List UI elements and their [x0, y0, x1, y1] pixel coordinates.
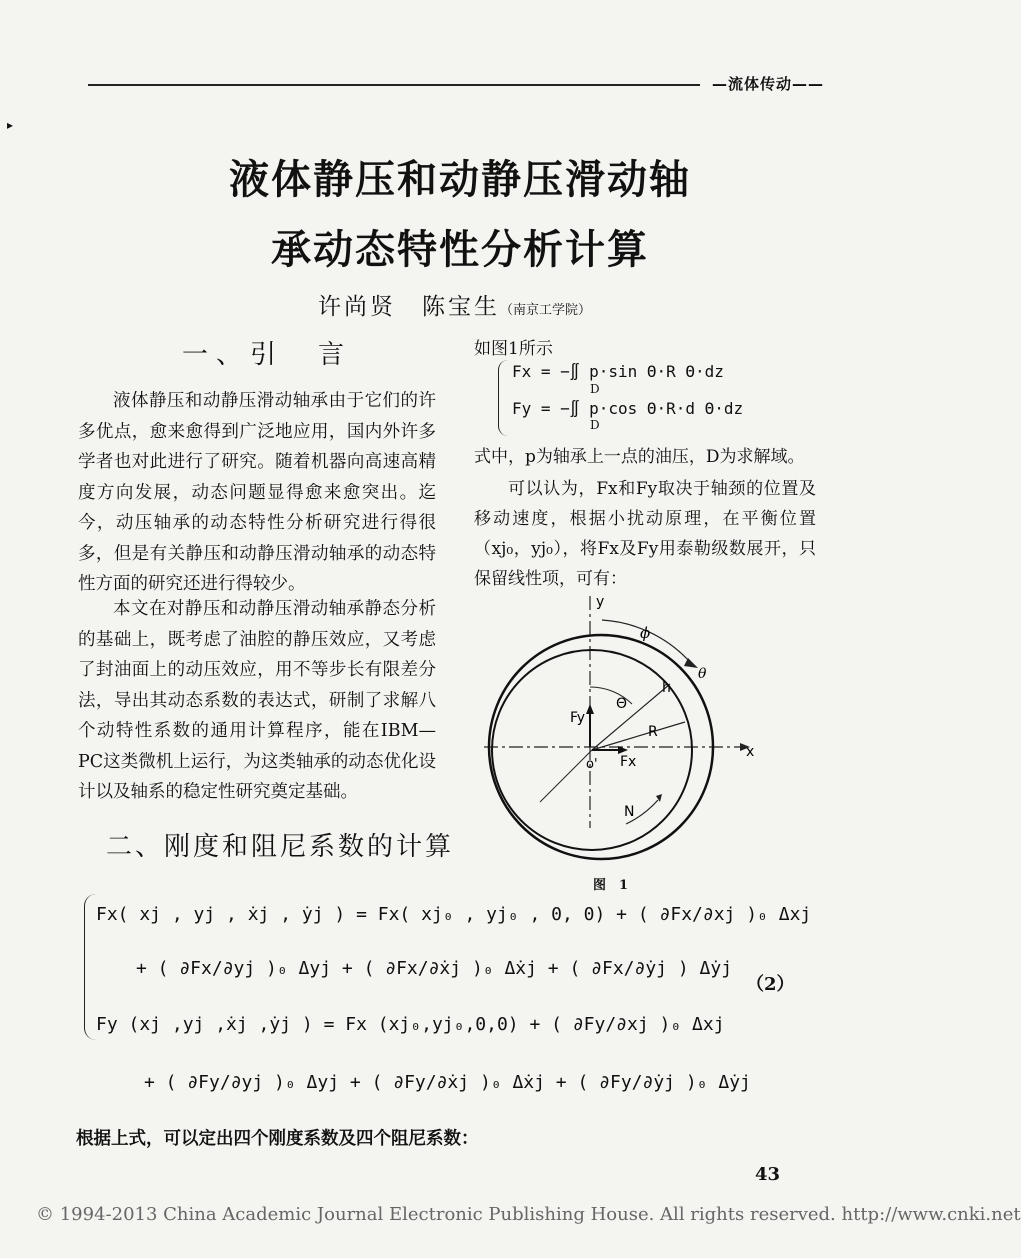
label-fy: Fy — [570, 710, 586, 726]
equation-fx: Fx = −∬ p·sin Θ·R Θ·dz — [512, 362, 724, 381]
integral-domain-2: D — [590, 418, 600, 432]
radius-line — [592, 722, 685, 750]
journal-section-label: —流体传动—— — [712, 75, 825, 93]
margin-mark: ▸ — [7, 118, 14, 132]
equation-description: 式中，p为轴承上一点的油压，D为求解域。 — [474, 447, 805, 467]
label-h: h — [662, 680, 671, 696]
bearing-figure — [470, 592, 770, 892]
label-y: y — [596, 594, 605, 610]
theta-ray — [592, 684, 670, 750]
equation-number: （2） — [746, 974, 795, 995]
label-n: N — [624, 804, 635, 820]
section-1-heading: 一、引 言 — [182, 340, 353, 370]
intro-paragraph-1: 液体静压和动静压滑动轴承由于它们的许多优点，愈来愈得到广泛地应用，国内外许多学者也对此进行了研究。随着机器向高速高精度方向发展，动态问题显得愈来愈突出。迄今，动压轴承的动态特性分析研究进行得很多，但是有关静压和动静压滑动轴承的动态特性方面的研究还进行得较少。 — [78, 391, 436, 594]
label-phi: ϕ — [640, 624, 651, 642]
section-2-heading: 二、刚度和阻尼系数的计算 — [106, 832, 455, 862]
label-x: x — [746, 744, 755, 760]
intro-paragraph-2: 本文在对静压和动静压滑动轴承静态分析的基础上，既考虑了油腔的静压效应，又考虑了封油面上的动压效应，用不等步长有限差分法，导出其动态系数的表达式，研制了求解八个动特性系数的通用计算程序，能在IBM—PC这类微机上运行，为这类轴承的动态优化设计以及轴系的稳定性研究奠定基础。 — [78, 599, 436, 802]
authors — [318, 288, 591, 321]
label-r: R — [648, 724, 658, 740]
equation-2-line-1: Fx( xj , yj , ẋj , ẏj ) = Fx( xj₀ , yj₀ , 0, 0) + ( ∂Fx/∂xj )₀ Δxj — [96, 904, 812, 925]
header-rule — [88, 84, 700, 86]
figure-caption: 图 1 — [593, 878, 629, 893]
title-line-2: 承动态特性分析计算 — [271, 227, 649, 273]
equation-brace — [498, 360, 513, 436]
author-names: 许尚贤 陈宝生 — [318, 294, 500, 320]
taylor-expansion-text: 可以认为，Fx和Fy取决于轴颈的位置及移动速度，根据小扰动原理，在平衡位置（xj₀，yj₀），将Fx及Fy用泰勒级数展开，只保留线性项，可有： — [474, 479, 816, 589]
figure-reference: 如图1所示 — [474, 339, 553, 359]
equation-2-line-3: Fy (xj ,yj ,ẋj ,ẏj ) = Fx (xj₀,yj₀,0,0) + ( ∂Fy/∂xj )₀ Δxj — [96, 1014, 725, 1035]
lower-ray — [540, 750, 592, 802]
title-line-1: 液体静压和动静压滑动轴 — [229, 157, 691, 203]
equation-fy: Fy = −∬ p·cos Θ·R·d Θ·dz — [512, 399, 744, 418]
phi-arc-arrow — [684, 658, 698, 668]
label-theta: Θ — [616, 696, 628, 712]
fy-arrowhead — [586, 704, 594, 714]
copyright-footer: © 1994-2013 China Academic Journal Electronic Publishing House. All rights reserved. http://www.cnki.net — [36, 1204, 1021, 1225]
affiliation: （南京工学院） — [500, 303, 592, 318]
label-theta-outer: θ — [698, 666, 707, 682]
equation-2-line-2: + ( ∂Fx/∂yj )₀ Δyj + ( ∂Fx/∂ẋj )₀ Δẋj + ( ∂Fx/∂ẏj ) Δẏj — [136, 958, 733, 979]
label-origin: o' — [586, 757, 598, 772]
equation-2-line-4: + ( ∂Fy/∂yj )₀ Δyj + ( ∂Fy/∂ẋj )₀ Δẋj + ( ∂Fy/∂ẏj )₀ Δẏj — [144, 1072, 751, 1093]
page-number: 43 — [754, 1164, 780, 1185]
conclusion-line: 根据上式，可以定出四个刚度系数及四个阻尼系数： — [76, 1129, 479, 1149]
label-fx: Fx — [620, 754, 637, 770]
integral-domain-1: D — [590, 382, 600, 396]
